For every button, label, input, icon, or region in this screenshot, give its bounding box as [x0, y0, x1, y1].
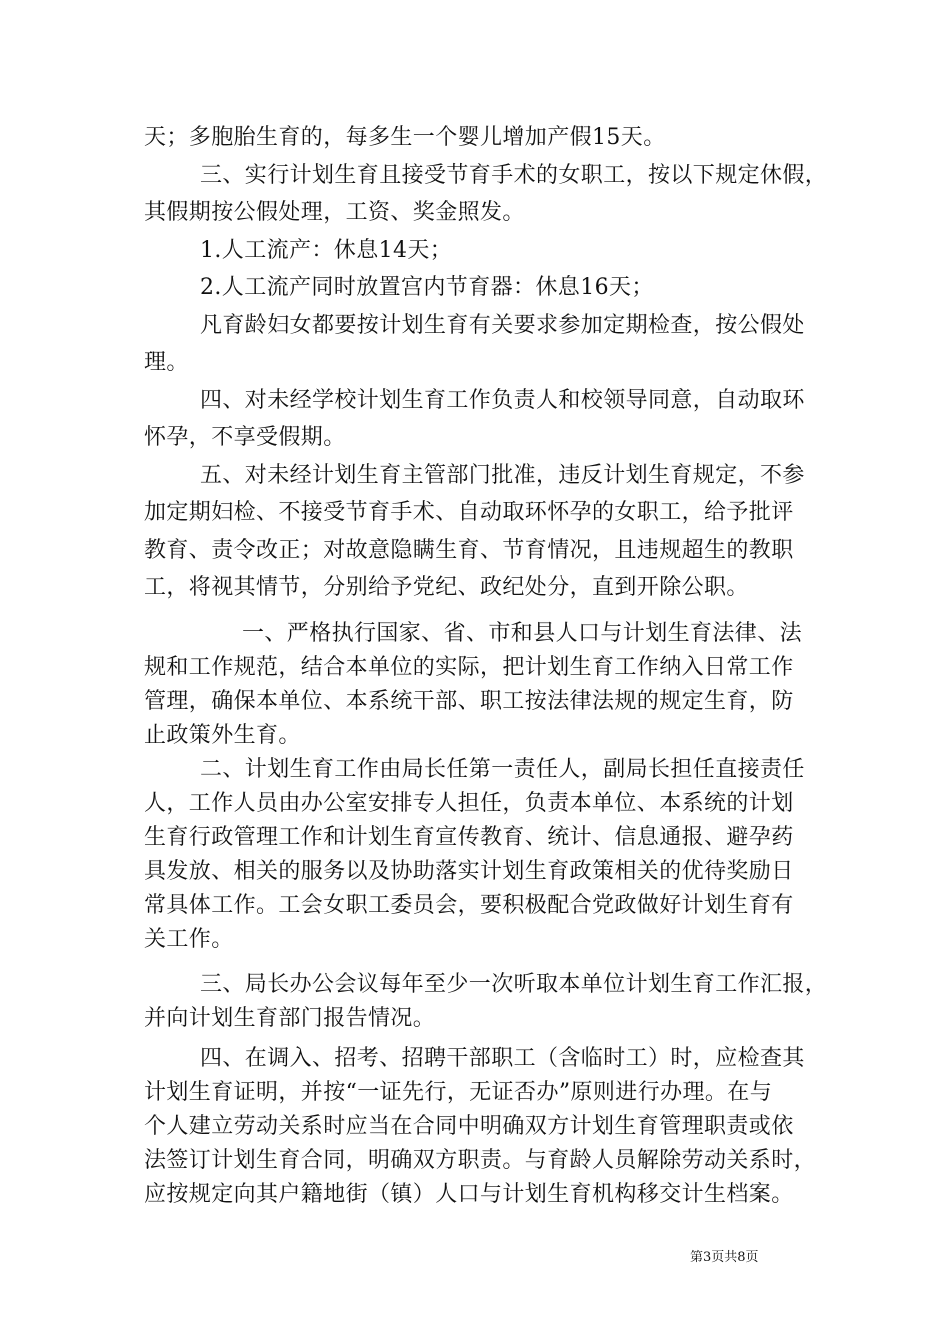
- page-number: 第3页共8页: [690, 1250, 759, 1265]
- text-line: 法签订计划生育合同，明确双方职责。与育龄人员解除劳动关系时，: [144, 1148, 817, 1173]
- text-line: 四、在调入、招考、招聘干部职工（含临时工）时，应检查其: [200, 1046, 805, 1071]
- text-line: 规和工作规范，结合本单位的实际，把计划生育工作纳入日常工作: [144, 655, 794, 680]
- text-line: 止政策外生育。: [144, 723, 301, 748]
- text-line: 2.人工流产同时放置宫内节育器：休息16天；: [200, 275, 654, 300]
- text-line: 关工作。: [144, 927, 234, 952]
- text-line: 天；多胞胎生育的，每多生一个婴儿增加产假15天。: [144, 125, 666, 150]
- text-line: 二、计划生育工作由局长任第一责任人，副局长担任直接责任: [200, 757, 805, 782]
- text-line: 具发放、相关的服务以及协助落实计划生育政策相关的优待奖励日: [144, 859, 794, 884]
- text-line: 生育行政管理工作和计划生育宣传教育、统计、信息通报、避孕药: [144, 825, 794, 850]
- text-line: 凡育龄妇女都要按计划生育有关要求参加定期检查，按公假处: [200, 313, 805, 338]
- text-line: 个人建立劳动关系时应当在合同中明确双方计划生育管理职责或依: [144, 1114, 794, 1139]
- text-line: 四、对未经学校计划生育工作负责人和校领导同意，自动取环: [200, 388, 805, 413]
- text-line: 三、实行计划生育且接受节育手术的女职工，按以下规定休假，: [200, 163, 828, 188]
- text-line: 加定期妇检、不接受节育手术、自动取环怀孕的女职工，给予批评: [144, 500, 794, 525]
- text-line: 五、对未经计划生育主管部门批准，违反计划生育规定，不参: [200, 463, 805, 488]
- text-line: 常具体工作。工会女职工委员会，要积极配合党政做好计划生育有: [144, 893, 794, 918]
- text-line: 人，工作人员由办公室安排专人担任，负责本单位、本系统的计划: [144, 791, 794, 816]
- text-line: 一、严格执行国家、省、市和县人口与计划生育法律、法: [242, 621, 803, 646]
- text-line: 管理，确保本单位、本系统干部、职工按法律法规的规定生育，防: [144, 689, 794, 714]
- text-line: 计划生育证明，并按“一证先行，无证否办”原则进行办理。在与: [144, 1080, 773, 1105]
- text-line: 并向计划生育部门报告情况。: [144, 1006, 436, 1031]
- text-line: 1.人工流产：休息14天；: [200, 238, 453, 263]
- text-line: 其假期按公假处理，工资、奖金照发。: [144, 200, 525, 225]
- text-line: 工，将视其情节，分别给予党纪、政纪处分，直到开除公职。: [144, 575, 749, 600]
- text-line: 怀孕，不享受假期。: [144, 425, 346, 450]
- text-line: 教育、责令改正；对故意隐瞒生育、节育情况，且违规超生的教职: [144, 538, 794, 563]
- text-line: 理。: [144, 350, 189, 375]
- text-line: 应按规定向其户籍地街（镇）人口与计划生育机构移交计生档案。: [144, 1182, 794, 1207]
- text-line: 三、局长办公会议每年至少一次听取本单位计划生育工作汇报，: [200, 972, 828, 997]
